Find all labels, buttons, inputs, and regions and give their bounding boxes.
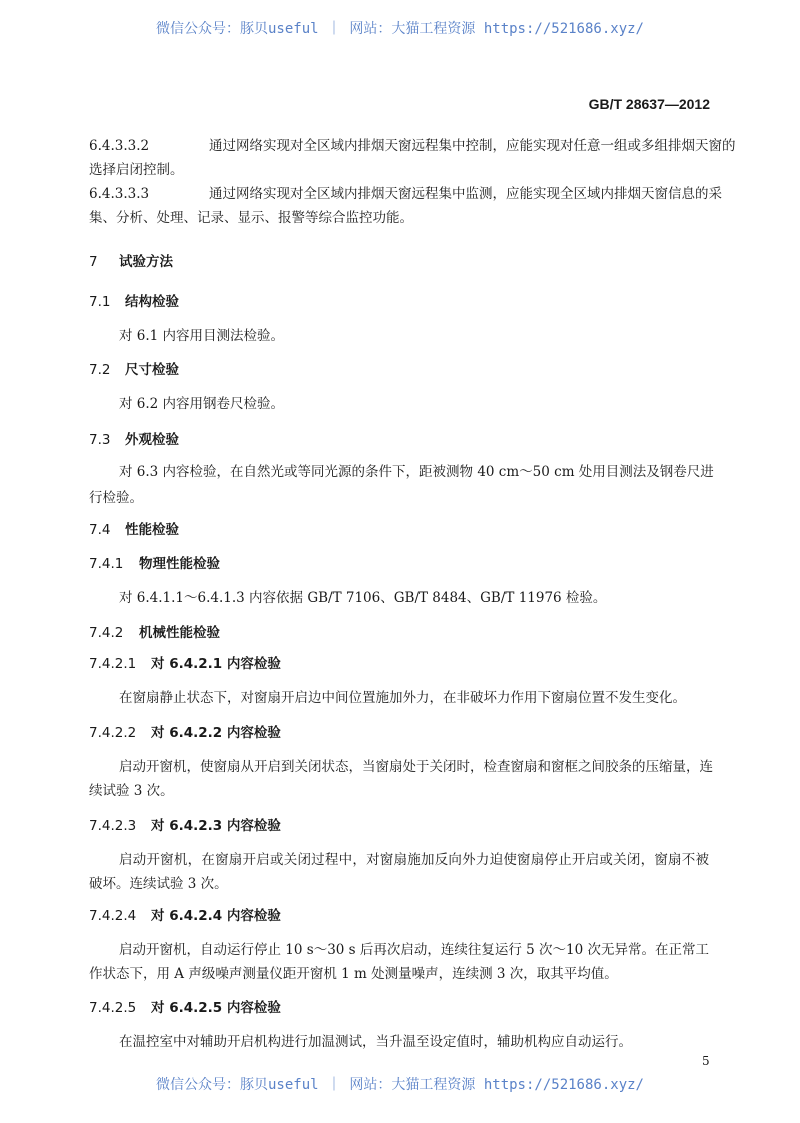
section-body: 启动开窗机，在窗扇开启或关闭过程中，对窗扇施加反向外力迫使窗扇停止开启或关闭，窗扇不被: [119, 852, 709, 868]
page-number: 5: [702, 1054, 710, 1068]
section-7-heading: [89, 253, 173, 271]
section-body-cont: 行检验。: [89, 490, 143, 506]
section-number: 7.4.1: [89, 556, 124, 572]
section-body: 对 6.3 内容检验，在自然光或等同光源的条件下，距被测物 40 cm～50 cm 处用目测法及钢卷尺进: [119, 464, 714, 480]
clause-text-cont: 选择启闭控制。: [89, 162, 184, 178]
section-7-4-heading: [89, 521, 179, 539]
section-body: 对 6.4.1.1～6.4.1.3 内容依据 GB/T 7106、GB/T 8484、GB/T 11976 检验。: [119, 590, 607, 606]
section-number: 7.4.2.2: [89, 725, 137, 741]
section-7-3-heading: [89, 431, 179, 449]
section-title: 结构检验: [125, 294, 179, 310]
section-body: 对 6.2 内容用钢卷尺检验。: [119, 396, 285, 412]
clause-number: 6.4.3.3.2: [89, 138, 150, 154]
section-7-4-2-2-heading: [89, 724, 281, 742]
section-title: 物理性能检验: [139, 556, 220, 572]
section-body-cont: 破坏。连续试验 3 次。: [89, 876, 228, 892]
section-body: 在窗扇静止状态下，对窗扇开启边中间位置施加外力，在非破坏力作用下窗扇位置不发生变化。: [119, 690, 686, 706]
section-number: 7.4.2.4: [89, 908, 137, 924]
section-number: 7.4.2.5: [89, 1000, 137, 1016]
section-7-4-2-4-heading: [89, 907, 281, 925]
section-title: 对 6.4.2.4 内容检验: [151, 908, 281, 924]
section-7-1-heading: [89, 293, 179, 311]
section-number: 7.4.2.3: [89, 818, 137, 834]
section-number: 7: [89, 254, 98, 270]
clause-text: 通过网络实现对全区域内排烟天窗远程集中控制，应能实现对任意一组或多组排烟天窗的: [209, 138, 736, 154]
section-7-4-2-5-heading: [89, 999, 281, 1017]
section-title: 尺寸检验: [125, 362, 179, 378]
section-body-cont: 续试验 3 次。: [89, 783, 174, 799]
section-title: 外观检验: [125, 432, 179, 448]
section-number: 7.4.2: [89, 625, 124, 641]
section-body: 启动开窗机，自动运行停止 10 s～30 s 后再次启动，连续往复运行 5 次～10 次无异常。在正常工: [119, 942, 710, 958]
section-7-4-2-heading: [89, 624, 220, 642]
section-body: 在温控室中对辅助开启机构进行加温测试，当升温至设定值时，辅助机构应自动运行。: [119, 1034, 632, 1050]
section-title: 对 6.4.2.1 内容检验: [151, 656, 281, 672]
section-title: 对 6.4.2.5 内容检验: [151, 1000, 281, 1016]
watermark-top: 微信公众号：豚贝useful ｜ 网站：大猫工程资源 https://521686.xyz/: [155, 21, 644, 37]
section-number: 7.3: [89, 432, 111, 448]
clause-6-4-3-3-2: [89, 137, 736, 155]
section-title: 机械性能检验: [139, 625, 220, 641]
watermark-bottom: 微信公众号：豚贝useful ｜ 网站：大猫工程资源 https://521686.xyz/: [155, 1077, 644, 1093]
section-7-4-2-3-heading: [89, 817, 281, 835]
clause-6-4-3-3-3: [89, 185, 722, 203]
section-number: 7.2: [89, 362, 111, 378]
clause-number: 6.4.3.3.3: [89, 186, 150, 202]
clause-text: 通过网络实现对全区域内排烟天窗远程集中监测，应能实现全区域内排烟天窗信息的采: [209, 186, 722, 202]
section-number: 7.1: [89, 294, 111, 310]
section-title: 性能检验: [125, 522, 179, 538]
section-7-2-heading: [89, 361, 179, 379]
section-body-cont: 作状态下，用 A 声级噪声测量仪距开窗机 1 m 处测量噪声，连续测 3 次，取其平均值。: [89, 966, 618, 982]
section-number: 7.4: [89, 522, 111, 538]
section-title: 试验方法: [119, 254, 173, 270]
section-body: 对 6.1 内容用目测法检验。: [119, 328, 285, 344]
section-title: 对 6.4.2.2 内容检验: [151, 725, 281, 741]
clause-text-cont: 集、分析、处理、记录、显示、报警等综合监控功能。: [89, 210, 413, 226]
section-title: 对 6.4.2.3 内容检验: [151, 818, 281, 834]
standard-code: GB/T 28637—2012: [588, 96, 710, 112]
section-number: 7.4.2.1: [89, 656, 137, 672]
section-body: 启动开窗机，使窗扇从开启到关闭状态，当窗扇处于关闭时，检查窗扇和窗框之间胶条的压缩量，连: [119, 759, 713, 775]
section-7-4-1-heading: [89, 555, 220, 573]
section-7-4-2-1-heading: [89, 655, 281, 673]
